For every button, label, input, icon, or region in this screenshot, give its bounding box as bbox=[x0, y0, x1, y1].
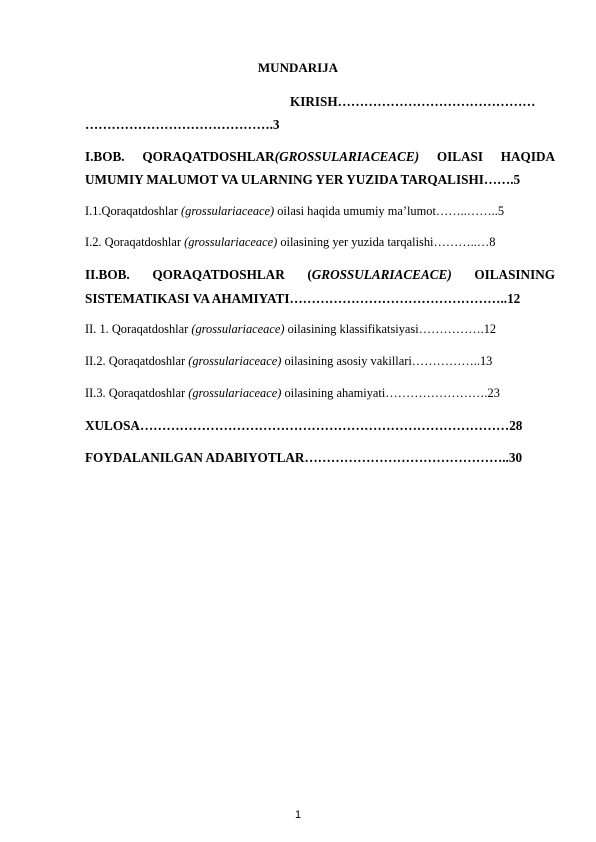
toc-entry-section-1-2: I.2. Qoraqatdoshlar (grossulariaceace) oilasining yer yuzida tarqalishi………..…8 bbox=[85, 235, 496, 249]
toc-entry-section-1-1: I.1.Qoraqatdoshlar (grossulariaceace) oilasi haqida umumiy ma’lumot……..……..5 bbox=[85, 204, 505, 218]
toc-entry-chapter-2: II.BOB. QORAQATDOSHLAR (GROSSULARIACEACE) OILASINING bbox=[85, 267, 555, 282]
page-number: 1 bbox=[294, 809, 302, 821]
toc-entry-chapter-2-cont: SISTEMATIKASI VA AHAMIYATI…………………………………………..12 bbox=[85, 291, 521, 306]
toc-entry-section-2-1: II. 1. Qoraqatdoshlar (grossulariaceace) oilasining klassifikatsiyasi…………….12 bbox=[85, 322, 497, 336]
toc-title: MUNDARIJA bbox=[257, 60, 339, 75]
toc-entry-chapter-1: I.BOB. QORAQATDOSHLAR(GROSSULARIACEACE) OILASI HAQIDA bbox=[85, 149, 555, 164]
toc-entry-xulosa: XULOSA…………………………………………………………………………28 bbox=[85, 418, 523, 433]
toc-entry-kirish: KIRISH……………………………………… bbox=[290, 94, 536, 109]
toc-entry-kirish-page: …………………………………….3 bbox=[85, 117, 280, 132]
toc-entry-section-2-3: II.3. Qoraqatdoshlar (grossulariaceace) oilasining ahamiyati…………………….23 bbox=[85, 386, 500, 400]
toc-entry-chapter-1-cont: UMUMIY MALUMOT VA ULARNING YER YUZIDA TARQALISHI…….5 bbox=[85, 172, 521, 187]
toc-entry-bibliography: FOYDALANILGAN ADABIYOTLAR………………………………………..30 bbox=[85, 450, 523, 465]
toc-entry-section-2-2: II.2. Qoraqatdoshlar (grossulariaceace) oilasining asosiy vakillari……………..13 bbox=[85, 354, 493, 368]
